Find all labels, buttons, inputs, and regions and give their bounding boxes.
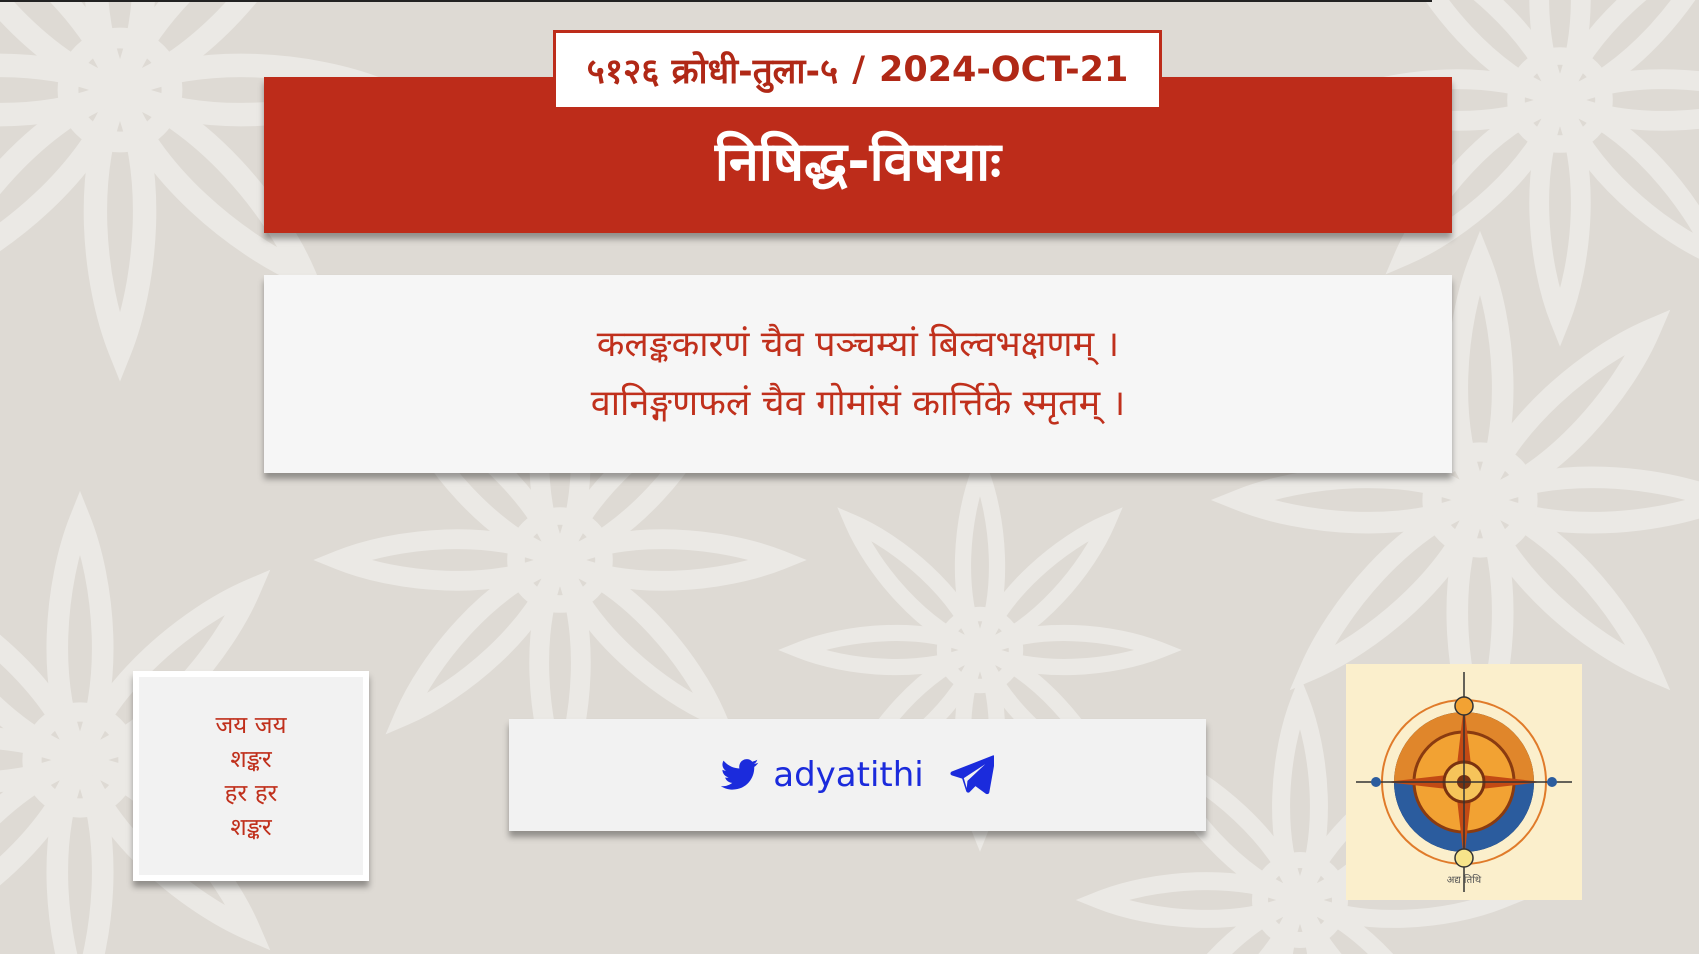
- social-card: [509, 719, 1206, 831]
- verse-line: कलङ्ककारणं चैव पञ्चम्यां बिल्वभक्षणम् ।: [596, 324, 1120, 365]
- jaya-line: जय जय: [215, 711, 287, 739]
- verse-line: वानिङ्गणफलं चैव गोमांसं कार्त्तिके स्मृतम् ।: [590, 383, 1126, 424]
- verse-card: [264, 275, 1452, 473]
- top-border-line: [0, 0, 1432, 2]
- adyatithi-logo: [1346, 664, 1582, 900]
- date-separator: /: [852, 50, 865, 90]
- page-title: निषिद्ध-विषयाः: [714, 130, 1002, 193]
- date-box: [553, 30, 1162, 110]
- jaya-line: हर हर: [224, 779, 278, 807]
- logo-text: अद्य तिथि: [1446, 875, 1482, 886]
- social-handle[interactable]: adyatithi: [773, 755, 924, 795]
- date-gregorian: 2024-OCT-21: [878, 50, 1129, 90]
- jaya-shankara-card: [133, 671, 369, 881]
- date-native: ५१२६ क्रोधी-तुला-५: [586, 51, 839, 92]
- compass-sun-icon: [1346, 664, 1582, 900]
- telegram-icon[interactable]: [950, 755, 994, 795]
- twitter-icon[interactable]: [721, 759, 759, 791]
- jaya-line: शङ्कर: [230, 745, 272, 773]
- jaya-line: शङ्कर: [230, 813, 272, 841]
